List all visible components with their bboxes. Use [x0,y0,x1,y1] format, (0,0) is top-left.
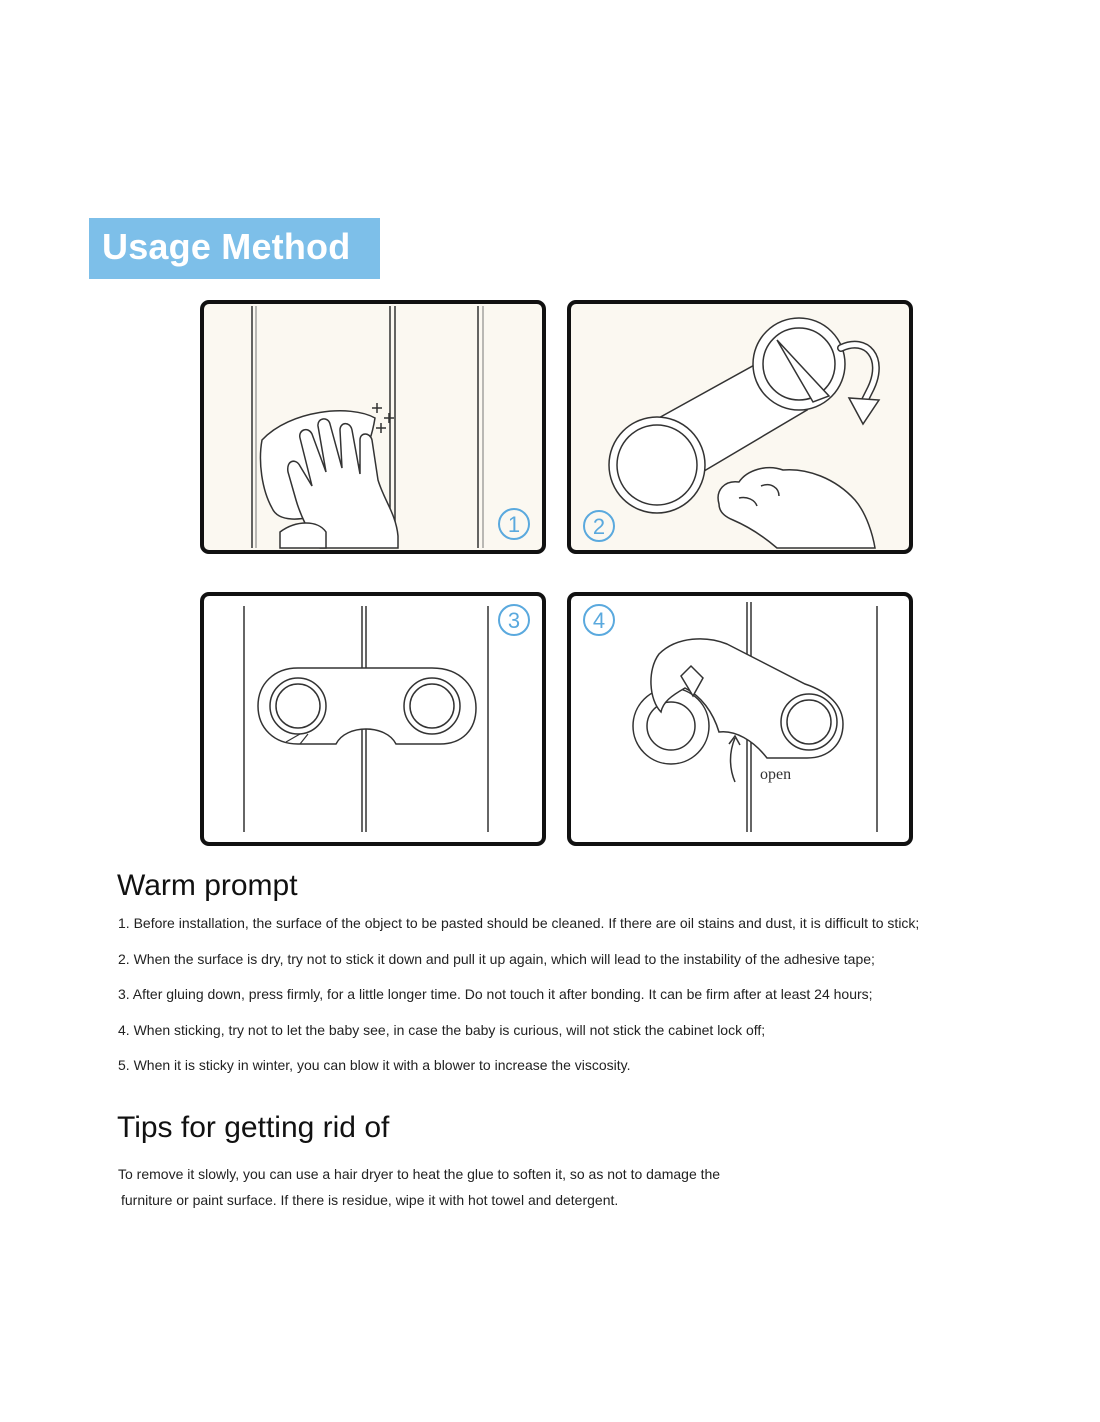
usage-method-banner [89,218,380,279]
list-item: 3. After gluing down, press firmly, for a little longer time. Do not touch it after bonding. It can be firm after at least 24 hours; [118,986,873,1002]
step-4-number: 4 [592,608,606,633]
tips-body [118,1161,818,1213]
warm-prompt-list [118,914,919,1092]
step-3-panel [200,592,546,846]
list-item: 4. When sticking, try not to let the baby see, in case the baby is curious, will not stick the cabinet lock off; [118,1021,766,1038]
tips-line: To remove it slowly, you can use a hair dryer to heat the glue to soften it, so as not to damage the [118,1166,721,1182]
list-item: 2. When the surface is dry, try not to stick it down and pull it up again, which will lead to the instability of the adhesive tape; [118,950,875,967]
step-1-panel [200,300,546,554]
tips-line: furniture or paint surface. If there is residue, wipe it with hot towel and detergent. [121,1192,619,1208]
banner-title: Usage Method [102,226,351,267]
list-item: 1. Before installation, the surface of the object to be pasted should be cleaned. If there are oil stains and dust, it is difficult to stick; [118,915,920,931]
open-label: open [760,766,792,783]
warm-prompt-title: Warm prompt [117,869,298,902]
step-4-panel [567,592,913,846]
tips-title: Tips for getting rid of [117,1111,390,1144]
step-3-number: 3 [507,608,521,633]
step-1-number: 1 [507,512,521,537]
step-2-number: 2 [592,514,606,539]
list-item: 5. When it is sticky in winter, you can blow it with a blower to increase the viscosity. [118,1057,631,1073]
step-2-panel [567,300,913,554]
